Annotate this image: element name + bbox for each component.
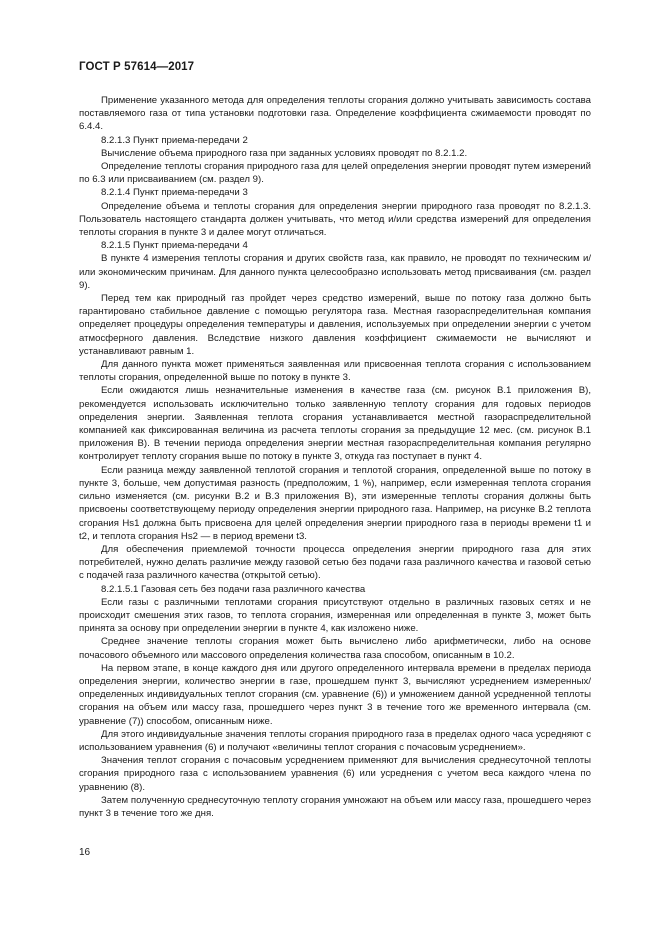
section-heading: 8.2.1.5.1 Газовая сеть без подачи газа различного качества [101, 583, 366, 595]
paragraph: На первом этапе, в конце каждого дня или другого определенного интервала времени в пределах периода определения энергии, количество энергии в газе, прошедшем пункт 3, вычисляют усреднением измеренных/определенных индивидуальных теплот сгорания (см. уравнение (6)) и умножением данной усредненной теплоты сгорания на объем или массу газа, прошедшего через пункт 3 в течение того же временного интервала (см. уравнение (7)) способом, описанным ниже. [79, 662, 591, 727]
paragraph: Если разница между заявленной теплотой сгорания и теплотой сгорания, определенной выше по потоку в пункте 3, больше, чем допустимая разность (предположим, 1 %), например, если измеренная теплота сгорания сильно изменяется (см. рисунки В.2 и В.3 приложения В), эти измеренные теплоты сгорания должны быть присвоены соответствующему периоду определения энергии природного газа. Например, на рисунке В.2 теплота сгорания Hs1 должна быть присвоена для целей определения энергии природного газа в периоды времени t1 и t2, и теплота сгорания Hs2 — в период времени t3. [79, 464, 591, 542]
standard-header: ГОСТ Р 57614—2017 [79, 61, 195, 73]
paragraph: Значения теплот сгорания с почасовым усреднением применяют для вычисления среднесуточной теплоты сгорания природного газа с использованием уравнения (6) или усреднения с учетом веса каждого члена по уравнению (8). [79, 755, 591, 793]
paragraph: Для данного пункта может применяться заявленная или присвоенная теплота сгорания с использованием теплоты сгорания, определенной выше по потоку в пункте 3. [79, 359, 591, 384]
section-heading: 8.2.1.3 Пункт приема-передачи 2 [101, 134, 248, 146]
paragraph: Применение указанного метода для определения теплоты сгорания должно учитывать зависимость состава поставляемого газа от типа установки подготовки газа. Определение коэффициента сжимаемости проводят по 6.4.4. [79, 95, 591, 133]
paragraph: Для обеспечения приемлемой точности процесса определения энергии природного газа для этих потребителей, нужно делать различие между газовой сетью без подачи газа различного качества и газовой сетью с подачей газа различного качества (открытой сетью). [79, 543, 591, 582]
paragraph: Перед тем как природный газ пройдет через средство измерений, выше по потоку газа должно быть гарантировано стабильное давление с помощью регулятора газа. Местная газораспределительная компания определяет процедуры определения температуры и давления, используемых при определении энергии с учетом атмосферного давления. Вследствие низкого давления коэффициент сжимаемости не вычисляют и устанавливают равным 1. [79, 293, 591, 357]
paragraph: Среднее значение теплоты сгорания может быть вычислено либо арифметически, либо на основе почасового объемного или массового определения количества газа способом, описанным в 10.2. [79, 636, 591, 661]
paragraph: Затем полученную среднесуточную теплоту сгорания умножают на объем или массу газа, прошедшего через пункт 3 в течение того же дня. [79, 794, 591, 819]
section-heading: 8.2.1.5 Пункт приема-передачи 4 [101, 240, 248, 252]
paragraph: Определение теплоты сгорания природного газа для целей определения энергии проводят путем измерений по 6.3 или присваиванием (см. раздел 9). [79, 161, 591, 186]
page-number: 16 [79, 847, 91, 858]
section-heading: 8.2.1.4 Пункт приема-передачи 3 [101, 187, 248, 199]
paragraph: Если ожидаются лишь незначительные изменения в качестве газа (см. рисунок В.1 приложения В), рекомендуется использовать исключительно только заявленную теплоту сгорания для годовых периодов определения энергии. Заявленная теплота сгорания устанавливается местной газораспределительной компанией как фиксированная величина из расчета теплоты сгорания за предыдущие 12 мес. (см. рисунок В.1 приложения В). В течении периода определения энергии местная газораспределительная компания регулярно контролирует теплоту сгорания выше по потоку в пункте 3, откуда газ поступает в пункт 4. [79, 385, 591, 463]
paragraph: Для этого индивидуальные значения теплоты сгорания природного газа в пределах одного часа усредняют с использованием уравнения (6) и получают «величины теплот сгорания с почасовым усреднением». [79, 728, 591, 753]
paragraph: Определение объема и теплоты сгорания для определения энергии природного газа проводят по 8.2.1.3. Пользователь настоящего стандарта должен учитывать, что метод и/или средства измерений для определения теплоты сгорания в пункте 3 и далее могут отличаться. [79, 200, 591, 239]
document-body [79, 94, 591, 820]
paragraph: Если газы с различными теплотами сгорания присутствуют отдельно в различных газовых сетях и не происходит смешения этих газов, то теплота сгорания, измеренная или определенная в пункте 3, может быть принята за основу при определении энергии в пункте 4, как изложено ниже. [79, 596, 591, 635]
paragraph: Вычисление объема природного газа при заданных условиях проводят по 8.2.1.2. [101, 147, 468, 159]
paragraph: В пункте 4 измерения теплоты сгорания и других свойств газа, как правило, не проводят по техническим и/или экономическим причинам. Для данного пункта целесообразно использовать метод присваивания (см. раздел 9). [79, 253, 591, 291]
